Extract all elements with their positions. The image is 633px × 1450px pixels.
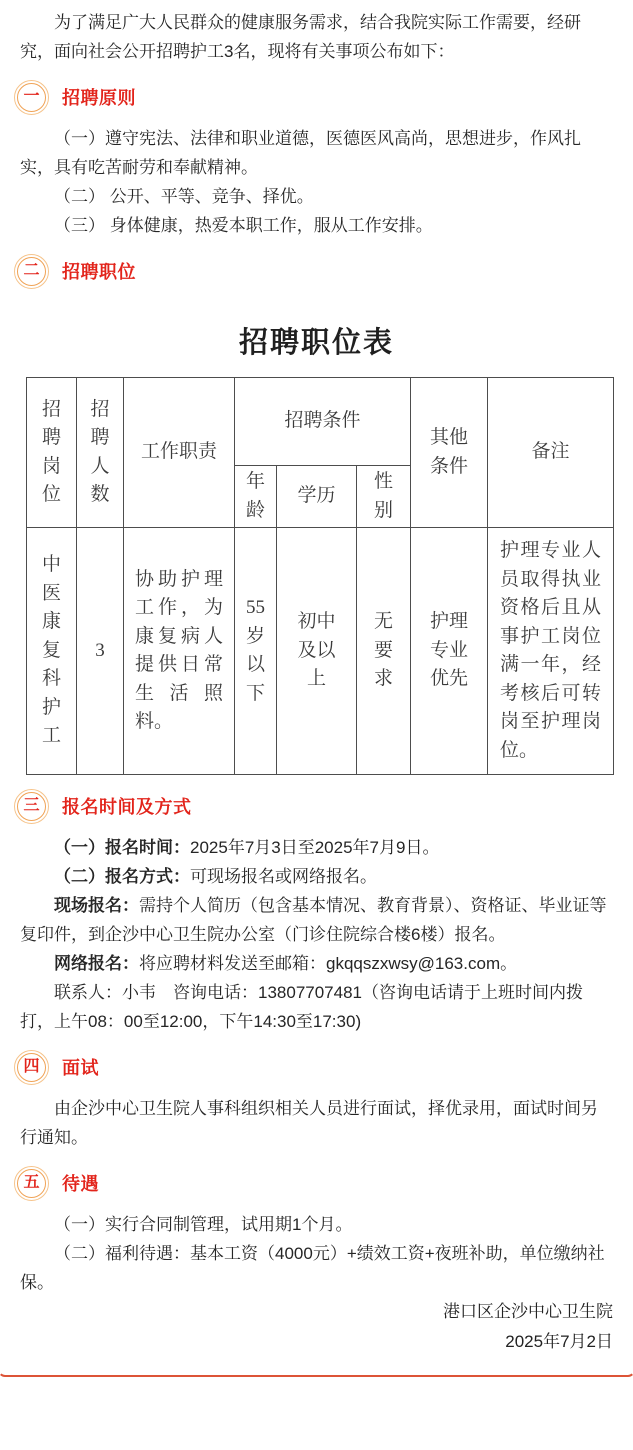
intro-paragraph: 为了满足广大人民群众的健康服务需求，结合我院实际工作需要，经研究，面向社会公开招聘护工3名，现将有关事项公布如下： [20, 13, 581, 61]
signup-line-label: 现场报名： [54, 896, 139, 915]
section-title: 招聘原则 [62, 88, 136, 108]
signup-line [20, 862, 613, 891]
benefit-item: （一）实行合同制管理，试用期1个月。 [54, 1215, 353, 1234]
cell-other: 护理专业优先 [411, 528, 488, 775]
section-3-heading [14, 786, 613, 826]
position-table [26, 377, 614, 775]
signup-line-label: （一）报名时间： [54, 838, 190, 857]
table-header-row [27, 378, 614, 466]
signature-block [20, 1297, 613, 1357]
section-title: 报名时间及方式 [62, 797, 192, 817]
principle-item: （一）遵守宪法、法律和职业道德，医德医风高尚，思想进步，作风扎实，具有吃苦耐劳和奉献精神。 [20, 129, 581, 177]
section-number: 三 [23, 797, 40, 814]
principle-item: （二） 公开、平等、竞争、择优。 [54, 187, 314, 206]
benefit-item: （二）福利待遇：基本工资（4000元）+绩效工资+夜班补助，单位缴纳社保。 [20, 1244, 605, 1292]
signup-line-text: 2025年7月3日至2025年7月9日。 [190, 838, 440, 857]
section-number-badge-icon [14, 254, 49, 289]
section-title: 招聘职位 [62, 262, 136, 282]
header-post: 招聘岗位 [27, 378, 77, 528]
cell-age: 55岁以下 [235, 528, 277, 775]
bottom-divider [0, 1363, 633, 1377]
header-remark: 备注 [488, 378, 614, 528]
signup-line-text: 需持个人简历（包含基本情况、教育背景）、资格证、毕业证等复印件，到企沙中心卫生院办公室（门诊住院综合楼6楼）报名。 [20, 896, 607, 944]
section-5-heading [14, 1163, 613, 1203]
cell-gender: 无要求 [357, 528, 411, 775]
section-2-heading [14, 251, 613, 291]
header-gender: 性别 [357, 466, 411, 528]
header-edu: 学历 [277, 466, 357, 528]
table-row [27, 528, 614, 775]
signup-line-text: 将应聘材料发送至邮箱：gkqqszxwsy@163.com。 [139, 954, 518, 973]
signup-line [20, 891, 613, 949]
signup-line-text: 联系人：小韦 咨询电话：13807707481（咨询电话请于上班时间内拨打，上午08：00至12:00，下午14:30至17:30) [20, 983, 583, 1031]
section-4-heading [14, 1047, 613, 1087]
header-count: 招聘人数 [77, 378, 124, 528]
contact-line [20, 978, 613, 1036]
cell-count: 3 [77, 528, 124, 775]
table-title: 招聘职位表 [238, 327, 394, 359]
section-1-heading [14, 77, 613, 117]
cell-duty: 协助护理工作，为康复病人提供日常生活照料。 [124, 528, 235, 775]
header-other: 其他条件 [411, 378, 488, 528]
section-title: 待遇 [62, 1174, 99, 1194]
cell-post: 中医康复科护工 [27, 528, 77, 775]
signup-line-text: 可现场报名或网络报名。 [190, 867, 377, 886]
section-number: 四 [23, 1058, 40, 1075]
section-number: 一 [23, 88, 40, 105]
interview-paragraph: 由企沙中心卫生院人事科组织相关人员进行面试，择优录用，面试时间另行通知。 [20, 1099, 598, 1147]
signup-line [20, 949, 613, 978]
section-title: 面试 [62, 1058, 99, 1078]
section-number: 二 [23, 262, 40, 279]
signup-line [20, 833, 613, 862]
signature-org: 港口区企沙中心卫生院 [443, 1302, 613, 1321]
header-duty: 工作职责 [124, 378, 235, 528]
signature-date: 2025年7月2日 [505, 1332, 613, 1351]
section-number-badge-icon [14, 1050, 49, 1085]
header-age: 年龄 [235, 466, 277, 528]
signup-line-label: 网络报名： [54, 954, 139, 973]
signup-line-label: （二）报名方式： [54, 867, 190, 886]
header-conditions: 招聘条件 [235, 378, 411, 466]
principle-item: （三） 身体健康，热爱本职工作，服从工作安排。 [54, 216, 433, 235]
section-number-badge-icon [14, 1166, 49, 1201]
cell-edu: 初中及以上 [277, 528, 357, 775]
section-number-badge-icon [14, 80, 49, 115]
section-number-badge-icon [14, 789, 49, 824]
cell-remark: 护理专业人员取得执业资格后且从事护工岗位满一年，经考核后可转岗至护理岗位。 [488, 528, 614, 775]
section-number: 五 [23, 1174, 40, 1191]
